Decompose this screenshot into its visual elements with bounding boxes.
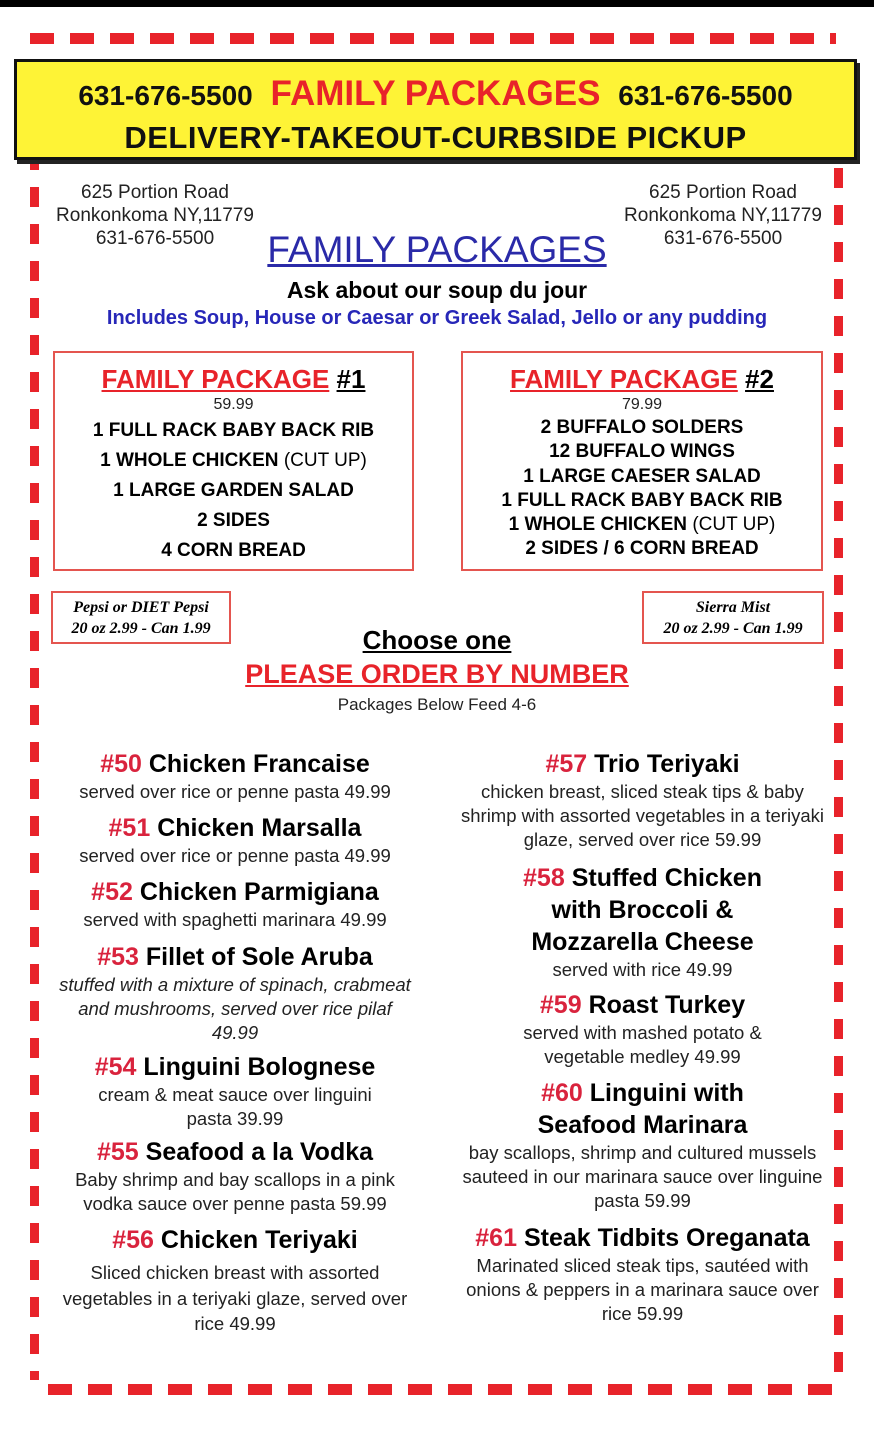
package-title — [55, 364, 412, 394]
family-package-2 — [461, 351, 823, 571]
package-item-note: (CUT UP) — [283, 450, 367, 471]
menu-item-desc: cream & meat sauce over linguini pasta 39.99 — [98, 1084, 372, 1129]
menu-item-title — [55, 941, 415, 973]
menu-item — [455, 1222, 830, 1326]
package-item: 2 SIDES — [197, 510, 270, 531]
package-title-text: FAMILY PACKAGE — [101, 364, 330, 394]
menu-item — [55, 748, 415, 812]
choose-one-heading: Choose one — [362, 625, 512, 655]
drink-name: Pepsi or DIET Pepsi — [73, 599, 209, 616]
menu-item-desc: Baby shrimp and bay scallops in a pink vodka sauce over penne pasta 59.99 — [75, 1169, 395, 1214]
package-number: #2 — [745, 364, 774, 394]
top-black-bar — [0, 0, 874, 7]
menu-item-name: Linguini with Seafood Marinara — [537, 1079, 748, 1139]
menu-item — [455, 748, 830, 862]
drink-price: 20 oz 2.99 - Can 1.99 — [71, 620, 211, 637]
feed-note: Packages Below Feed 4-6 — [337, 695, 537, 714]
drink-name: Sierra Mist — [695, 599, 771, 616]
package-item: 2 SIDES / 6 CORN BREAD — [525, 538, 759, 560]
menu-item-number: #55 — [96, 1138, 139, 1166]
package-item-note: (CUT UP) — [692, 514, 776, 536]
menu-item-name: Chicken Marsalla — [157, 814, 362, 842]
menu-item-number: #61 — [475, 1224, 517, 1252]
menu-item-number: #52 — [91, 878, 133, 906]
menu-item-name: Chicken Parmigiana — [139, 878, 379, 906]
package-item: 1 LARGE GARDEN SALAD — [113, 480, 354, 501]
banner-phone-right: 631-676-5500 — [618, 80, 793, 111]
menu-item-name: Roast Turkey — [588, 991, 746, 1019]
menu-item-title — [55, 812, 415, 844]
menu-item — [455, 989, 830, 1077]
menu-item-desc: served with spaghetti marinara 49.99 — [83, 909, 387, 930]
package-price: 59.99 — [213, 396, 254, 413]
includes-note: Includes Soup, House or Caesar or Greek Salad, Jello or any pudding — [106, 307, 768, 329]
drink-price: 20 oz 2.99 - Can 1.99 — [663, 620, 803, 637]
menu-item — [455, 1077, 830, 1222]
menu-item-title — [55, 876, 415, 908]
dashed-border-right — [834, 168, 843, 1383]
menu-item-title — [55, 748, 415, 780]
menu-item-number: #59 — [539, 991, 582, 1019]
menu-item-title — [55, 1136, 415, 1168]
menu-item-number: #58 — [523, 864, 565, 892]
menu-item-number: #60 — [541, 1079, 583, 1107]
menu-item-desc: stuffed with a mixture of spinach, crabmeat and mushrooms, served over rice pilaf 49.99 — [59, 974, 411, 1043]
menu-item-number: #56 — [112, 1226, 154, 1254]
soup-note: Ask about our soup du jour — [286, 277, 588, 303]
menu-item-name: Linguini Bolognese — [143, 1053, 376, 1081]
menu-item-title — [455, 989, 830, 1021]
menu-item-name: Seafood a la Vodka — [145, 1138, 374, 1166]
menu-item-number: #51 — [108, 814, 151, 842]
order-by-number-heading: PLEASE ORDER BY NUMBER — [245, 659, 629, 689]
address-street: 625 Portion Road — [649, 182, 797, 203]
menu-item-desc: bay scallops, shrimp and cultured mussels sauteed in our marinara sauce over linguine pasta 59.99 — [462, 1142, 823, 1211]
dashed-border-bottom — [48, 1384, 848, 1395]
menu-item-name: Fillet of Sole Aruba — [145, 943, 373, 971]
package-item: 2 BUFFALO SOLDERS — [540, 417, 744, 438]
package-item — [55, 446, 412, 476]
package-item: 12 BUFFALO WINGS — [549, 441, 735, 463]
banner-title: FAMILY PACKAGES — [270, 74, 601, 113]
package-item: 1 LARGE CAESER SALAD — [523, 465, 761, 487]
package-title-text: FAMILY PACKAGE — [510, 364, 738, 394]
menu-item-desc: chicken breast, sliced steak tips & baby shrimp with assorted vegetables in a teriyaki glaze, served over rice 59.99 — [461, 781, 824, 850]
menu-column-right — [455, 748, 830, 1326]
package-item-text: 1 WHOLE CHICKEN — [508, 514, 688, 536]
address-street: 625 Portion Road — [81, 182, 229, 203]
menu-item-name: Stuffed Chicken with Broccoli & Mozzarella Cheese — [531, 864, 762, 956]
menu-item-desc: served with mashed potato & vegetable medley 49.99 — [523, 1022, 762, 1067]
menu-item-name: Trio Teriyaki — [594, 750, 740, 778]
package-title — [463, 364, 821, 394]
menu-item — [55, 941, 415, 1051]
menu-item — [455, 862, 830, 989]
address-city: Ronkonkoma NY,11779 — [624, 205, 822, 226]
banner-subtitle: DELIVERY-TAKEOUT-CURBSIDE PICKUP — [124, 120, 747, 155]
menu-item-desc: served with rice 49.99 — [552, 959, 733, 980]
menu-item-number: #53 — [97, 943, 139, 971]
menu-item — [55, 812, 415, 876]
package-number: #1 — [336, 364, 366, 394]
menu-item — [55, 1051, 415, 1136]
menu-item — [55, 1136, 415, 1224]
dashed-border-left — [30, 150, 39, 1380]
menu-item-title — [455, 862, 830, 958]
address-phone: 631-676-5500 — [95, 228, 215, 249]
menu-item-desc: served over rice or penne pasta 49.99 — [79, 781, 391, 802]
menu-item-name: Steak Tidbits Oreganata — [523, 1224, 810, 1252]
package-item — [463, 513, 821, 537]
menu-column-left — [55, 748, 415, 1337]
menu-item-desc: Sliced chicken breast with assorted vegetables in a teriyaki glaze, served over rice 49.99 — [62, 1262, 408, 1334]
menu-item — [55, 1224, 415, 1337]
address-city: Ronkonkoma NY,11779 — [56, 205, 254, 226]
banner-title-row — [17, 74, 854, 114]
menu-item-title — [55, 1051, 415, 1083]
menu-item-number: #54 — [94, 1053, 137, 1081]
menu-item-name: Chicken Francaise — [148, 750, 370, 778]
package-item: 1 FULL RACK BABY BACK RIB — [92, 420, 375, 441]
menu-item-title — [455, 1222, 830, 1254]
package-price: 79.99 — [621, 396, 663, 413]
family-package-1 — [53, 351, 414, 571]
package-item: 1 FULL RACK BABY BACK RIB — [501, 489, 783, 511]
menu-item-number: #57 — [545, 750, 588, 778]
package-item: 4 CORN BREAD — [161, 540, 306, 561]
menu-item-title — [55, 1224, 415, 1256]
banner-phone-left: 631-676-5500 — [78, 80, 253, 111]
menu-item-title — [455, 748, 830, 780]
menu-item-number: #50 — [100, 750, 142, 778]
address-phone: 631-676-5500 — [663, 228, 783, 249]
menu-item — [55, 876, 415, 941]
menu-item-desc: served over rice or penne pasta 49.99 — [79, 845, 391, 866]
package-item-text: 1 WHOLE CHICKEN — [100, 450, 279, 471]
menu-item-name: Chicken Teriyaki — [160, 1226, 358, 1254]
page-title: FAMILY PACKAGES — [267, 229, 607, 270]
menu-item-title — [455, 1077, 830, 1141]
header-banner — [14, 59, 857, 160]
menu-item-desc: Marinated sliced steak tips, sautéed with onions & peppers in a marinara sauce over rice 59.99 — [466, 1255, 819, 1324]
dashed-border-top — [30, 33, 836, 44]
